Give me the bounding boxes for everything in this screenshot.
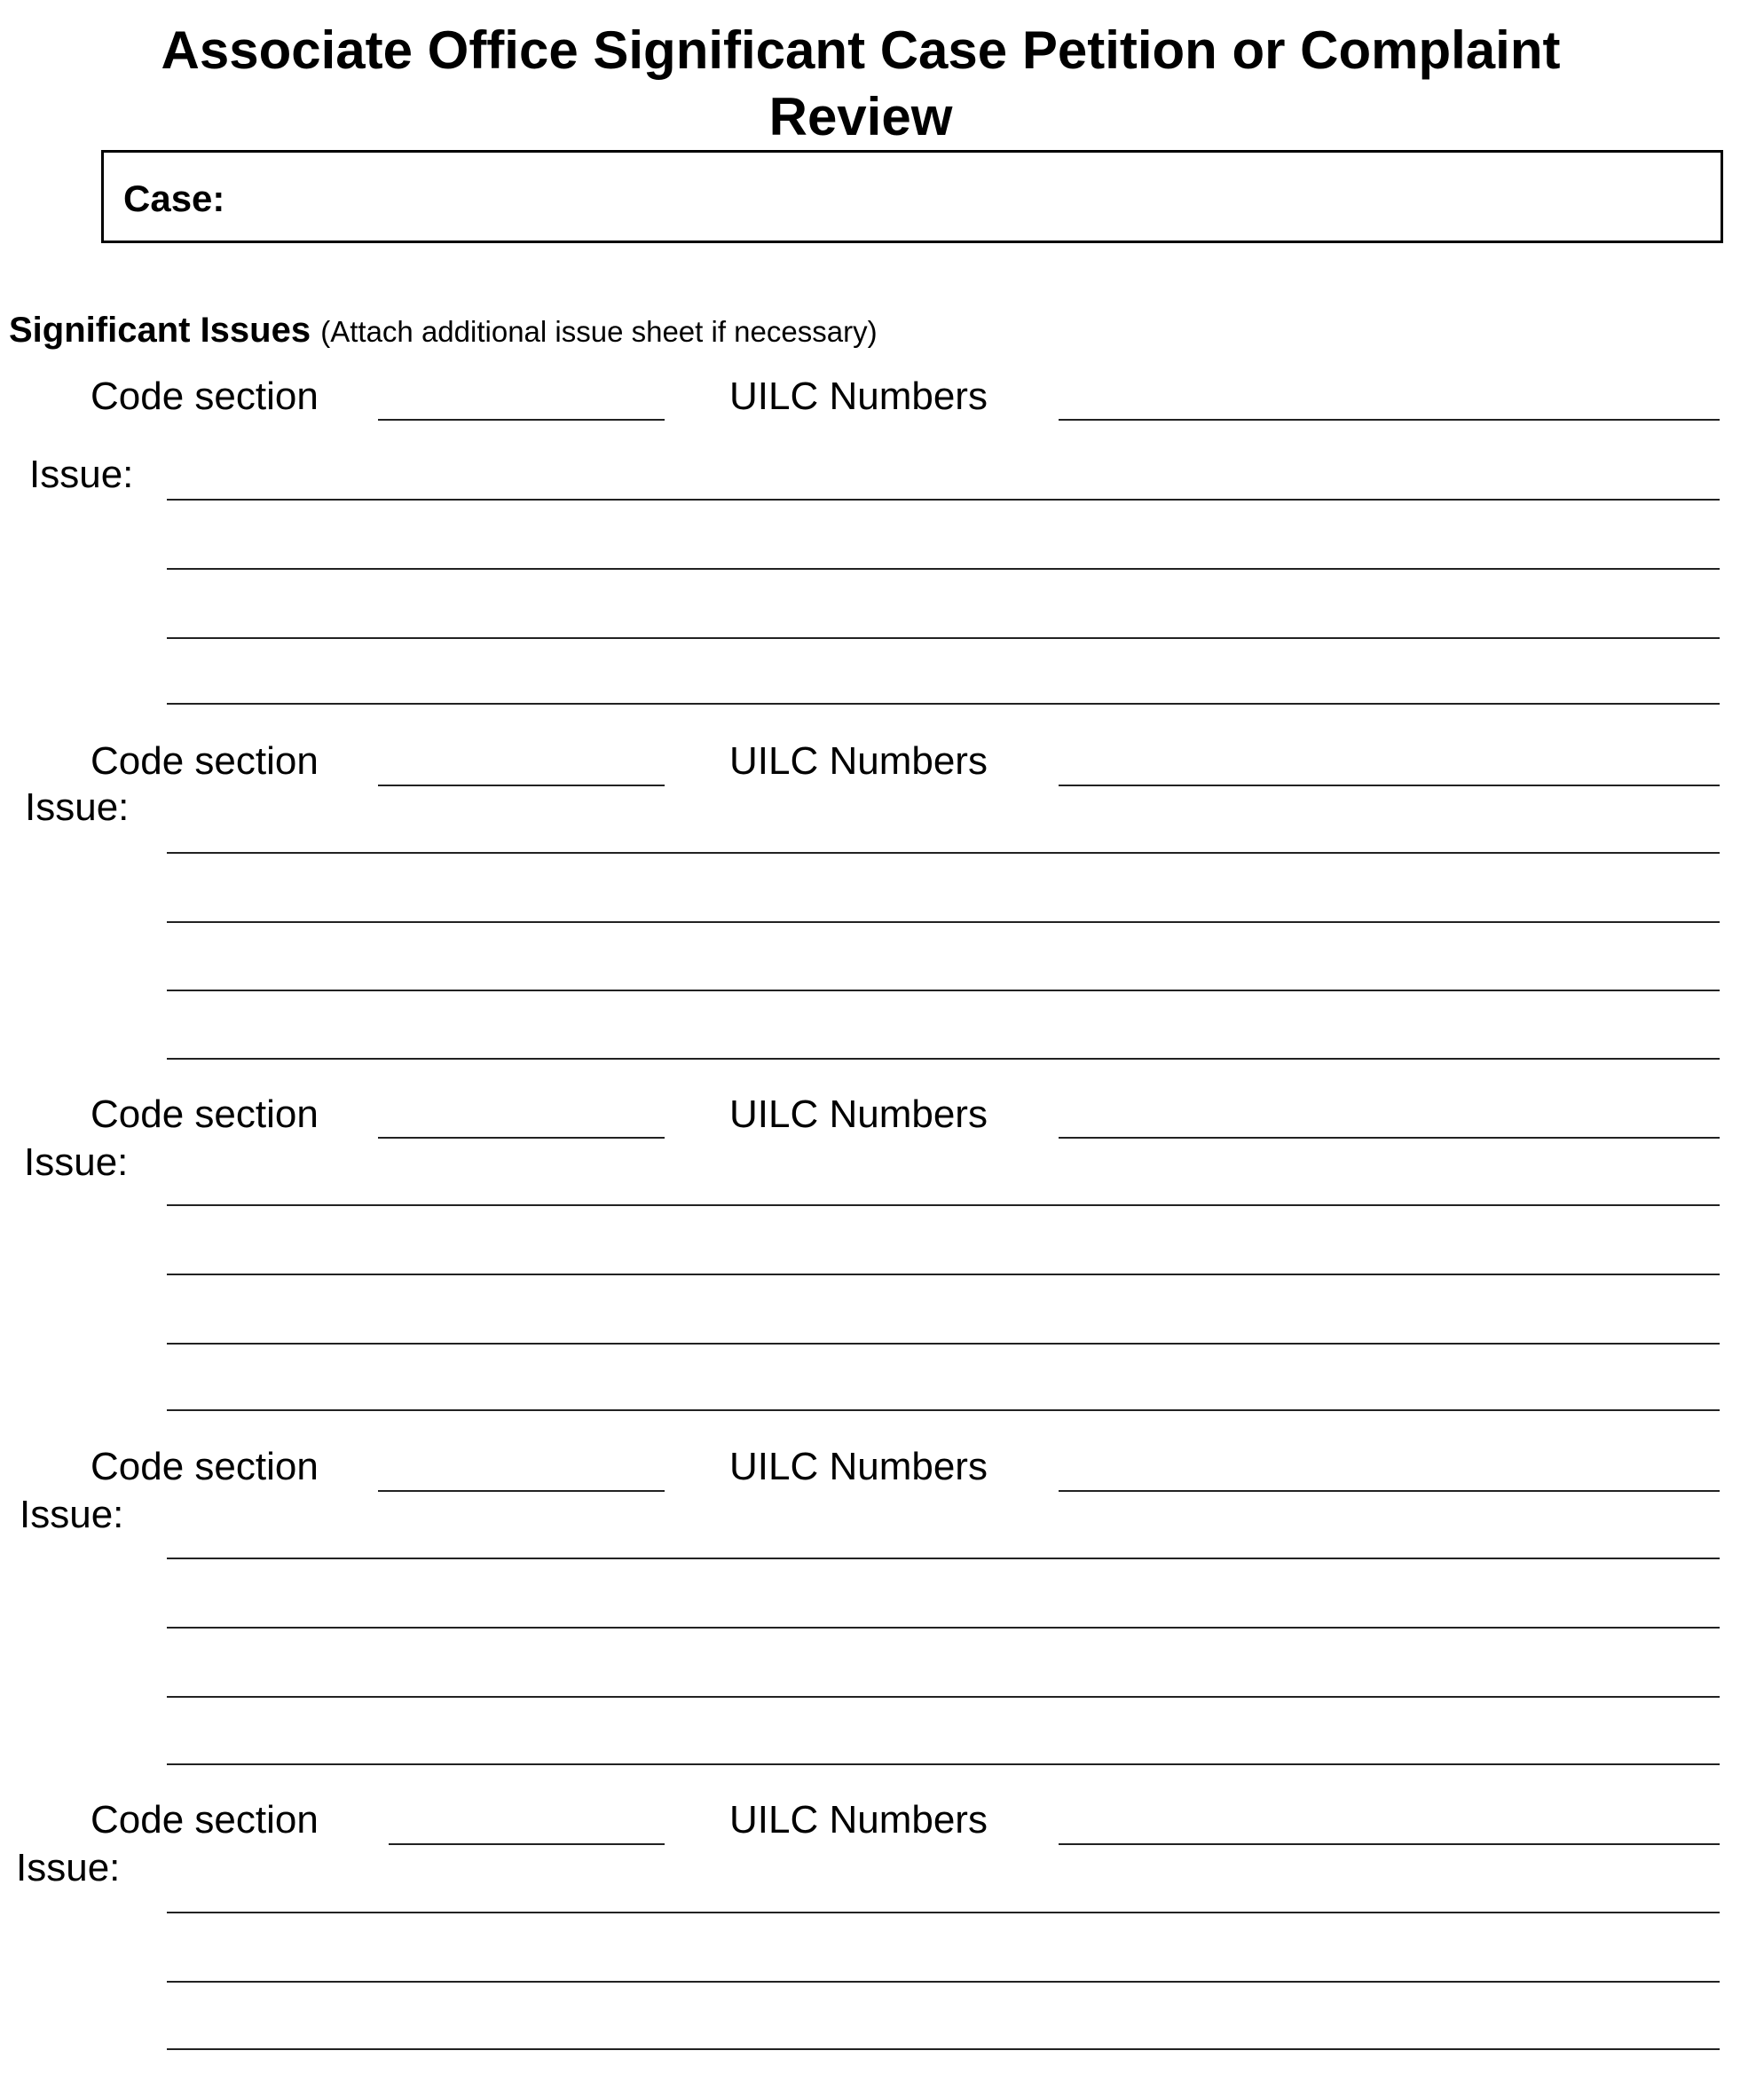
code-section-input[interactable] [378, 1137, 665, 1139]
code-section-input[interactable] [378, 419, 665, 421]
issue-text-line[interactable] [167, 1204, 1720, 1206]
uilc-numbers-input[interactable] [1059, 419, 1720, 421]
issue-text-line[interactable] [167, 1058, 1720, 1060]
issue-label: Issue: [20, 1493, 124, 1536]
issue-text-line[interactable] [167, 1627, 1720, 1629]
code-section-input[interactable] [378, 785, 665, 786]
code-section-label: Code section [91, 1445, 319, 1488]
issue-text-line[interactable] [167, 637, 1720, 639]
issue-text-line[interactable] [167, 990, 1720, 991]
code-section-label: Code section [91, 1798, 319, 1842]
form-title-line-2: Review [768, 87, 953, 146]
issue-label: Issue: [29, 453, 134, 496]
uilc-numbers-input[interactable] [1059, 1843, 1720, 1845]
issue-text-line[interactable] [167, 499, 1720, 501]
issue-text-line[interactable] [167, 1409, 1720, 1411]
case-label: Case: [123, 177, 225, 219]
issue-text-line[interactable] [167, 1981, 1720, 1983]
uilc-numbers-label: UILC Numbers [729, 1798, 988, 1842]
case-field[interactable] [101, 150, 1723, 243]
uilc-numbers-input[interactable] [1059, 785, 1720, 786]
issue-text-line[interactable] [167, 1274, 1720, 1275]
uilc-numbers-label: UILC Numbers [729, 1445, 988, 1488]
section-note: (Attach additional issue sheet if necessary) [320, 315, 878, 348]
issue-label: Issue: [16, 1846, 121, 1889]
issue-text-line[interactable] [167, 921, 1720, 923]
issue-label: Issue: [25, 785, 130, 829]
issue-text-line[interactable] [167, 703, 1720, 705]
code-section-label: Code section [91, 375, 319, 418]
issue-text-line[interactable] [167, 2048, 1720, 2050]
section-heading: Significant Issues [9, 311, 311, 350]
issue-text-line[interactable] [167, 568, 1720, 570]
issue-text-line[interactable] [167, 1343, 1720, 1345]
form-title-line-1: Associate Office Significant Case Petition or Complaint [161, 20, 1561, 80]
code-section-label: Code section [91, 739, 319, 783]
uilc-numbers-input[interactable] [1059, 1490, 1720, 1492]
uilc-numbers-label: UILC Numbers [729, 1092, 988, 1136]
uilc-numbers-input[interactable] [1059, 1137, 1720, 1139]
significant-issues-heading [9, 309, 878, 353]
issue-text-line[interactable] [167, 852, 1720, 854]
issue-text-line[interactable] [167, 1558, 1720, 1559]
code-section-label: Code section [91, 1092, 319, 1136]
issue-text-line[interactable] [167, 1696, 1720, 1698]
uilc-numbers-label: UILC Numbers [729, 375, 988, 418]
code-section-input[interactable] [389, 1843, 665, 1845]
code-section-input[interactable] [378, 1490, 665, 1492]
issue-text-line[interactable] [167, 1763, 1720, 1765]
issue-text-line[interactable] [167, 1912, 1720, 1913]
uilc-numbers-label: UILC Numbers [729, 739, 988, 783]
issue-label: Issue: [24, 1140, 129, 1184]
